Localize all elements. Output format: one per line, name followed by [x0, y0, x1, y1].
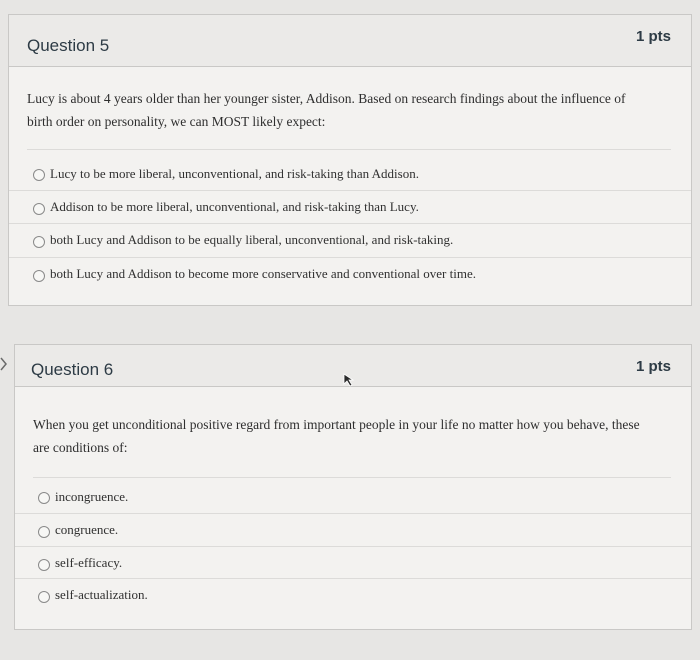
question-5-title: Question 5 — [27, 36, 110, 55]
answer-option[interactable] — [9, 223, 691, 256]
answer-label: incongruence. — [55, 489, 129, 504]
answer-option[interactable] — [15, 578, 691, 611]
question-6-points: 1 pts — [635, 358, 671, 375]
answer-option[interactable] — [15, 481, 691, 514]
chevron-right-icon[interactable] — [0, 357, 8, 371]
radio-button[interactable] — [38, 591, 50, 603]
answer-option[interactable] — [15, 546, 691, 579]
question-6-text-divider — [33, 477, 671, 478]
answer-label: congruence. — [55, 522, 119, 537]
question-6-text: When you get unconditional positive regard from important people in your life no matter how you behave, these are conditions of: — [33, 417, 640, 455]
radio-button[interactable] — [33, 236, 45, 248]
answer-option[interactable] — [15, 513, 691, 546]
question-5-text-divider — [27, 149, 671, 150]
answer-option[interactable] — [9, 257, 691, 290]
answer-option[interactable] — [9, 158, 691, 191]
question-5-points: 1 pts — [635, 28, 671, 45]
question-5-card — [8, 14, 692, 306]
radio-button[interactable] — [38, 492, 50, 504]
radio-button[interactable] — [33, 270, 45, 282]
question-5-text: Lucy is about 4 years older than her younger sister, Addison. Based on research findings about the influence of birth order on personality, we can MOST likely expect: — [27, 91, 626, 129]
radio-button[interactable] — [38, 559, 50, 571]
answer-label: Lucy to be more liberal, unconventional, and risk-taking than Addison. — [50, 166, 419, 181]
radio-button[interactable] — [38, 526, 50, 538]
question-5-header — [9, 15, 691, 67]
answer-label: both Lucy and Addison to be equally liberal, unconventional, and risk-taking. — [50, 232, 454, 247]
radio-button[interactable] — [33, 203, 45, 215]
radio-button[interactable] — [33, 169, 45, 181]
answer-label: Addison to be more liberal, unconventional, and risk-taking than Lucy. — [50, 199, 419, 214]
answer-label: both Lucy and Addison to become more conservative and conventional over time. — [50, 266, 476, 281]
answer-label: self-efficacy. — [55, 555, 123, 570]
answer-label: self-actualization. — [55, 587, 148, 602]
answer-option[interactable] — [9, 190, 691, 223]
mouse-pointer-icon — [343, 373, 355, 387]
question-6-title: Question 6 — [31, 360, 114, 379]
